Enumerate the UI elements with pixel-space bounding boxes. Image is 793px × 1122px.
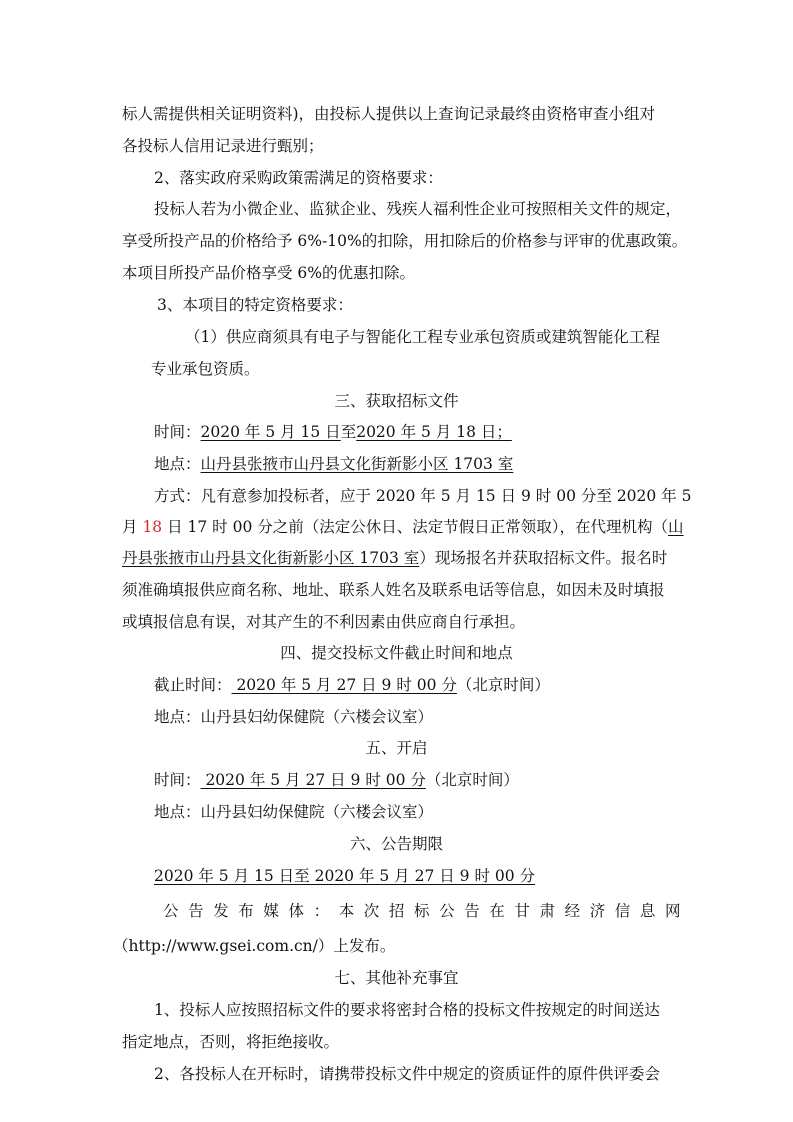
paragraph-line: 或填报信息有误，对其产生的不利因素由供应商自行承担。 [122,613,526,631]
paragraph-line: 投标人若为小微企业、监狱企业、残疾人福利性企业可按照相关文件的规定， [154,200,682,218]
section-heading: 七、其他补充事宜 [334,969,459,987]
paragraph-line: 公告发布媒体：本次招标公告在甘肃经济信息网 [163,902,691,920]
paragraph-line: 指定地点，否则，将拒绝接收。 [122,1033,340,1051]
section-heading: 四、提交投标文件截止时间和地点 [280,644,513,662]
label: 时间： [154,423,201,441]
paragraph-line: 本项目所投产品价格享受 6%的优惠扣除。 [122,264,416,282]
deadline-value: 2020 年 5 月 27 日 9 时 00 分 [231,676,457,694]
address: 山 [668,518,684,536]
period-value: 2020 年 5 月 15 日至 2020 年 5 月 27 日 9 时 00 分 [154,867,536,885]
obtain-place-line [154,454,513,474]
place-line: 地点：山丹县妇幼保健院（六楼会议室） [154,803,434,821]
paragraph-line [122,548,667,568]
section-heading: 五、开启 [365,739,428,757]
timezone: （北京时间） [425,771,519,789]
notice-period [154,866,535,886]
paragraph-line: 须准确填报供应商名称、地址、联系人姓名及联系电话等信息，如因未及时填报 [122,581,665,599]
paragraph-line: 2、落实政府采购政策需满足的资格要求： [154,169,443,187]
paragraph-line: （http://www.gsei.com.cn/）上发布。 [113,937,396,955]
paragraph-line [122,517,684,537]
address: 山丹县张掖市山丹县文化街新影小区 1703 室 [200,455,514,473]
opening-value: 2020 年 5 月 27 日 9 时 00 分 [200,771,426,789]
text: ）现场报名并获取招标文件。报名时 [419,549,668,567]
paragraph-line: 1、投标人应按照招标文件的要求将密封合格的投标文件按规定的时间送达 [154,1001,660,1019]
place-line: 地点：山丹县妇幼保健院（六楼会议室） [154,708,434,726]
paragraph-line: 方式：凡有意参加投标者，应于 2020 年 5 月 15 日 9 时 00 分至 2020 年 5 [154,487,692,505]
paragraph-line: 标人需提供相关证明资料)，由投标人提供以上查询记录最终由资格审查小组对 [122,105,656,123]
text: 至 [340,423,357,441]
paragraph-line: 3、本项目的特定资格要求： [157,296,353,314]
paragraph-line: （1）供应商须具有电子与智能化工程专业承包资质或建筑智能化工程 [185,328,660,346]
label: 时间： [154,771,201,789]
paragraph-line: 享受所投产品的价格给予 6%-10%的扣除，用扣除后的价格参与评审的优惠政策。 [122,232,688,250]
text: 月 [122,518,143,536]
label: 地点： [154,455,201,473]
section-heading: 三、获取招标文件 [334,392,459,410]
obtain-time-line [154,422,512,442]
paragraph-line: 2、各投标人在开标时，请携带投标文件中规定的资质证件的原件供评委会 [154,1065,660,1083]
deadline-line [154,675,550,695]
timezone: （北京时间） [456,676,550,694]
label: 截止时间： [154,676,232,694]
address: 丹县张掖市山丹县文化街新影小区 1703 室 [122,549,420,567]
date-start: 2020 年 5 月 15 日 [200,423,341,441]
text: 日 17 时 00 分之前（法定公休日、法定节假日正常领取），在代理机构（ [162,518,669,536]
paragraph-line: 各投标人信用记录进行甄别； [122,137,324,155]
highlighted-number: 18 [142,518,163,536]
date-end: 2020 年 5 月 18 日； [356,423,512,441]
paragraph-line: 专业承包资质。 [151,360,260,378]
section-heading: 六、公告期限 [349,835,443,853]
opening-time-line [154,770,519,790]
